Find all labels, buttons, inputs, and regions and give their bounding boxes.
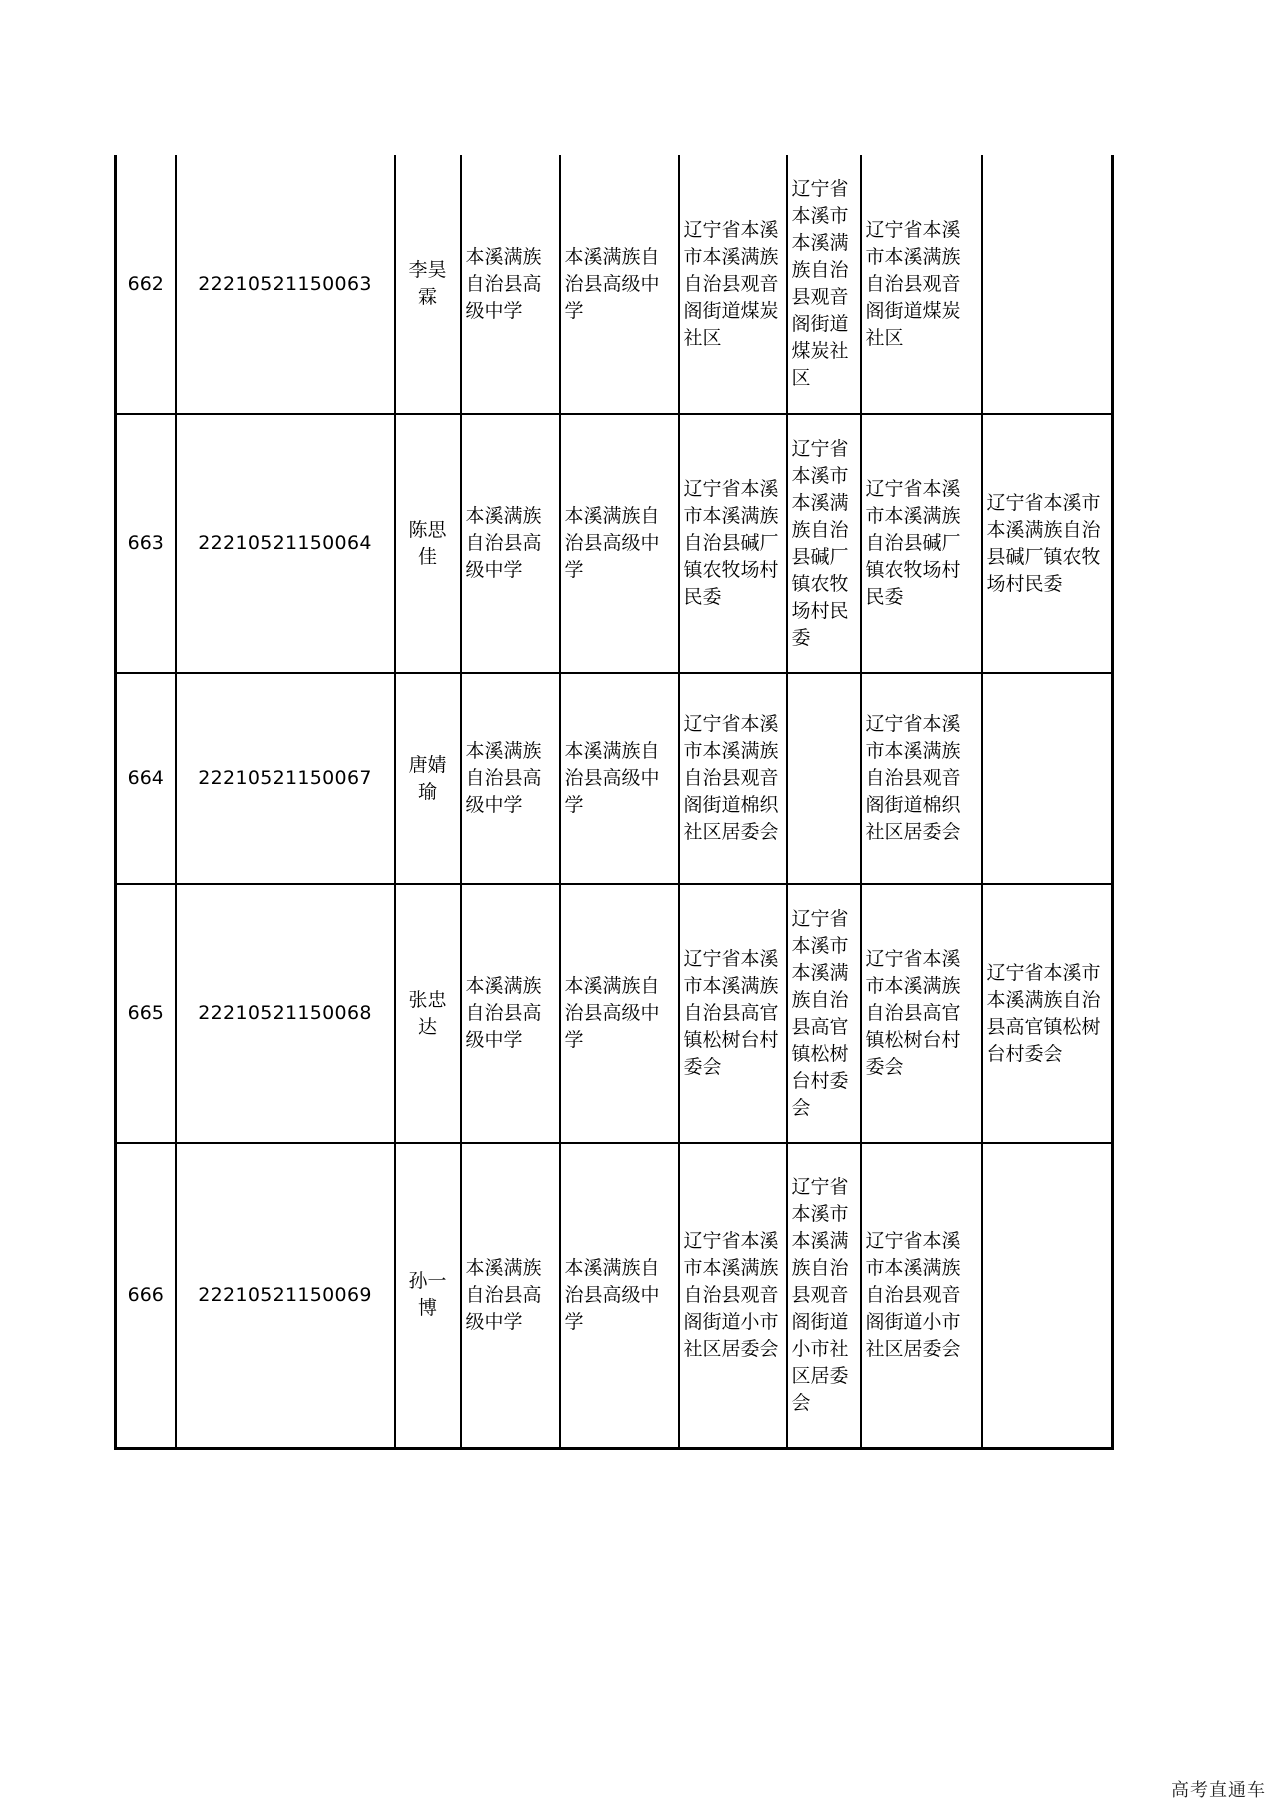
address-1: 辽宁省本溪市本溪满族自治县观音阁街道小市社区居委会 xyxy=(679,1143,787,1448)
row-number: 665 xyxy=(116,884,176,1143)
exam-id: 22210521150069 xyxy=(176,1143,395,1448)
row-number: 664 xyxy=(116,673,176,884)
address-2: 辽宁省本溪市本溪满族自治县高官镇松树台村委会 xyxy=(787,884,861,1143)
school-name-full: 本溪满族自治县高级中学 xyxy=(560,1143,679,1448)
address-3: 辽宁省本溪市本溪满族自治县观音阁街道棉织社区居委会 xyxy=(861,673,982,884)
exam-id: 22210521150068 xyxy=(176,884,395,1143)
address-1: 辽宁省本溪市本溪满族自治县高官镇松树台村委会 xyxy=(679,884,787,1143)
student-name: 李昊霖 xyxy=(395,155,461,414)
row-number: 662 xyxy=(116,155,176,414)
table-row xyxy=(116,673,1113,884)
address-3: 辽宁省本溪市本溪满族自治县观音阁街道小市社区居委会 xyxy=(861,1143,982,1448)
table-row xyxy=(116,1143,1113,1448)
exam-id: 22210521150064 xyxy=(176,414,395,673)
student-roster-table xyxy=(114,155,1114,1450)
address-1: 辽宁省本溪市本溪满族自治县碱厂镇农牧场村民委 xyxy=(679,414,787,673)
address-4 xyxy=(982,155,1113,414)
exam-id: 22210521150063 xyxy=(176,155,395,414)
student-name: 张忠达 xyxy=(395,884,461,1143)
address-4 xyxy=(982,1143,1113,1448)
student-name: 唐婧瑜 xyxy=(395,673,461,884)
watermark-text: 高考直通车 xyxy=(1171,1780,1266,1801)
school-name: 本溪满族自治县高级中学 xyxy=(461,155,560,414)
row-number: 663 xyxy=(116,414,176,673)
address-3: 辽宁省本溪市本溪满族自治县观音阁街道煤炭社区 xyxy=(861,155,982,414)
address-4: 辽宁省本溪市本溪满族自治县高官镇松树台村委会 xyxy=(982,884,1113,1143)
table-row xyxy=(116,414,1113,673)
exam-id: 22210521150067 xyxy=(176,673,395,884)
address-2: 辽宁省本溪市本溪满族自治县观音阁街道煤炭社区 xyxy=(787,155,861,414)
address-3: 辽宁省本溪市本溪满族自治县高官镇松树台村委会 xyxy=(861,884,982,1143)
school-name-full: 本溪满族自治县高级中学 xyxy=(560,884,679,1143)
student-name: 陈思佳 xyxy=(395,414,461,673)
address-1: 辽宁省本溪市本溪满族自治县观音阁街道煤炭社区 xyxy=(679,155,787,414)
address-4: 辽宁省本溪市本溪满族自治县碱厂镇农牧场村民委 xyxy=(982,414,1113,673)
table-row xyxy=(116,884,1113,1143)
row-number: 666 xyxy=(116,1143,176,1448)
school-name: 本溪满族自治县高级中学 xyxy=(461,884,560,1143)
table-row xyxy=(116,155,1113,414)
address-4 xyxy=(982,673,1113,884)
address-2: 辽宁省本溪市本溪满族自治县碱厂镇农牧场村民委 xyxy=(787,414,861,673)
school-name-full: 本溪满族自治县高级中学 xyxy=(560,155,679,414)
school-name: 本溪满族自治县高级中学 xyxy=(461,414,560,673)
address-3: 辽宁省本溪市本溪满族自治县碱厂镇农牧场村民委 xyxy=(861,414,982,673)
student-name: 孙一博 xyxy=(395,1143,461,1448)
school-name-full: 本溪满族自治县高级中学 xyxy=(560,673,679,884)
school-name: 本溪满族自治县高级中学 xyxy=(461,1143,560,1448)
address-1: 辽宁省本溪市本溪满族自治县观音阁街道棉织社区居委会 xyxy=(679,673,787,884)
address-2 xyxy=(787,673,861,884)
school-name: 本溪满族自治县高级中学 xyxy=(461,673,560,884)
address-2: 辽宁省本溪市本溪满族自治县观音阁街道小市社区居委会 xyxy=(787,1143,861,1448)
school-name-full: 本溪满族自治县高级中学 xyxy=(560,414,679,673)
